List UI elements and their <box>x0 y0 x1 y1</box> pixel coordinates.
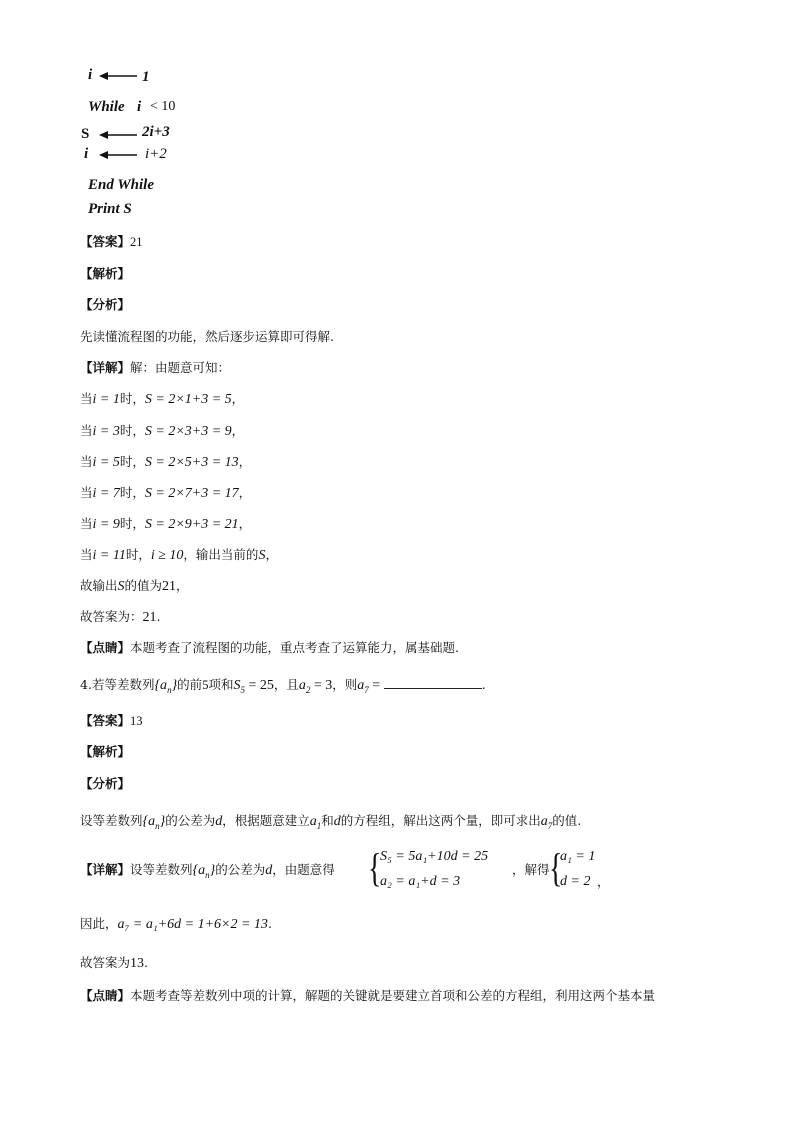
fenxi-text: 设等差数列 <box>80 813 143 828</box>
output-var: S <box>117 579 125 594</box>
question-text: ，则 <box>332 677 358 692</box>
code-end-while: End While <box>88 177 154 193</box>
left-arrow-icon <box>99 71 139 81</box>
step-condition: i = 1 <box>92 392 120 407</box>
step-prefix: 当 <box>80 485 93 500</box>
step-condition-2: i ≥ 10 <box>150 548 184 563</box>
final-text: 故答案为： <box>80 609 143 624</box>
code-while-cond: < 10 <box>150 99 176 114</box>
comment-text: 本题考查了流程图的功能，重点考查了运算能力，属基础题. <box>130 640 459 655</box>
a7: a <box>540 814 548 829</box>
var-d: d <box>333 814 341 829</box>
s5-val: = 25 <box>244 678 274 693</box>
q4-fenxi-text <box>80 813 581 834</box>
seq-close: } <box>159 814 166 829</box>
code-line3-val: 2i+3 <box>142 124 170 140</box>
s5-expr <box>233 678 273 693</box>
a2-expr <box>299 678 332 693</box>
step-end: ， <box>238 454 252 469</box>
q3-step-row-final <box>80 547 278 564</box>
question-text: 项和 <box>208 677 234 692</box>
question-number: 4. <box>80 677 92 692</box>
step-end: ， <box>238 516 252 531</box>
step-prefix: 当 <box>80 516 93 531</box>
q4-question <box>80 676 486 698</box>
s5-sub: 5 <box>240 684 245 695</box>
q3-answer-line <box>80 234 143 250</box>
a7-eq: = <box>368 678 384 693</box>
q3-fenxi-tag: 【分析】 <box>80 297 131 312</box>
step-end: ， <box>265 547 278 562</box>
seq-sub: n <box>167 684 172 695</box>
step-condition: i = 7 <box>92 486 120 501</box>
step-mid: 时， <box>119 391 145 406</box>
output-text: 故输出 <box>80 578 118 593</box>
system2-line2: d = 2 <box>560 874 591 889</box>
code-line1-var: i <box>88 67 93 83</box>
sequence-an <box>193 863 216 878</box>
final-value: 13 <box>130 956 145 971</box>
left-arrow-icon <box>99 130 139 140</box>
q3-step-row <box>80 516 251 533</box>
step-text: ，输出当前的 <box>183 547 259 562</box>
q3-step-row <box>80 454 251 471</box>
system2-line1: a₁ = 1 <box>560 849 596 864</box>
a7-sub: 7 <box>364 684 369 695</box>
var-a7 <box>541 814 553 829</box>
a2-sub: 2 <box>305 684 311 695</box>
q3-detail-line <box>80 360 230 376</box>
final-end: . <box>156 609 161 624</box>
q3-final-answer <box>80 609 161 626</box>
step-expression: S = 2×5+3 = 13 <box>144 455 239 470</box>
code-line3-var: S <box>81 126 90 142</box>
step-condition: i = 11 <box>92 548 126 563</box>
q4-fenxi-tag: 【分析】 <box>80 776 131 791</box>
code-line1-val: 1 <box>142 69 150 85</box>
detail-text: 设等差数列 <box>130 862 193 877</box>
step-prefix: 当 <box>80 423 93 438</box>
code-while-var: i <box>137 99 142 115</box>
code-while-keyword: While <box>88 99 125 115</box>
detail-text: ，解得 <box>512 862 550 877</box>
a7: a <box>357 678 365 693</box>
seq-sub: n <box>205 869 210 880</box>
var-d: d <box>215 814 223 829</box>
output-end: ， <box>176 578 189 593</box>
step-condition: i = 5 <box>92 455 120 470</box>
answer-value: 21 <box>130 235 143 249</box>
system1-line1: S₅ = 5a₁+10d = 25 <box>380 849 489 864</box>
step-expression: S = 2×1+3 = 5 <box>144 392 232 407</box>
var-d: d <box>265 863 273 878</box>
q4-therefore <box>80 916 272 933</box>
q4-comment <box>80 988 655 1004</box>
detail-text: 解：由题意可知： <box>130 360 231 375</box>
answer-tag: 【答案】 <box>80 713 131 728</box>
a1: a <box>309 814 317 829</box>
output-value: 21 <box>162 579 177 594</box>
step-var-s: S <box>258 548 266 563</box>
step-end: ， <box>231 423 245 438</box>
sequence-an <box>143 814 166 829</box>
comment-tag: 【点睛】 <box>80 988 131 1003</box>
left-brace-icon: { <box>368 845 382 890</box>
q4-analysis-tag: 【解析】 <box>80 744 131 759</box>
detail-end: ， <box>597 874 610 889</box>
step-mid: 时， <box>119 485 145 500</box>
q3-output-line <box>80 578 189 595</box>
step-mid: 时， <box>119 516 145 531</box>
question-text: 的前 <box>177 677 203 692</box>
seq-open: {a <box>154 678 168 693</box>
question-text: ，且 <box>273 677 299 692</box>
output-text-2: 的值为 <box>124 578 163 593</box>
q3-analysis-tag: 【解析】 <box>80 266 131 281</box>
step-expression: S = 2×3+3 = 9 <box>144 424 232 439</box>
a1-sub: 1 <box>316 820 322 831</box>
a7-sub: 7 <box>547 820 553 831</box>
answer-tag: 【答案】 <box>80 234 131 249</box>
seq-open: {a <box>192 863 206 878</box>
therefore-text: 因此， <box>80 916 118 931</box>
step-end: ， <box>231 391 245 406</box>
fenxi-text: ，根据题意建立 <box>222 813 310 828</box>
final-text: 故答案为 <box>80 955 131 970</box>
q3-step-row <box>80 423 244 440</box>
therefore-expression: a₇ = a₁+6d = 1+6×2 = 13 <box>117 917 268 932</box>
step-mid: 时， <box>125 547 151 562</box>
q4-answer-line <box>80 713 143 729</box>
answer-blank[interactable] <box>384 676 482 689</box>
step-mid: 时， <box>119 454 145 469</box>
a2: a <box>298 678 306 693</box>
final-value: 21 <box>142 610 157 625</box>
detail-tag: 【详解】 <box>80 360 131 375</box>
sequence-an <box>154 678 177 693</box>
answer-value: 13 <box>130 714 143 728</box>
q3-comment <box>80 640 459 656</box>
q3-step-row <box>80 391 244 408</box>
code-line4-var: i <box>84 146 89 162</box>
fenxi-text: 的公差为 <box>165 813 216 828</box>
question-end: . <box>481 677 486 692</box>
step-end: ， <box>238 485 252 500</box>
step-expression: S = 2×7+3 = 17 <box>144 486 239 501</box>
s5: S <box>233 678 241 693</box>
code-print: Print S <box>88 201 132 217</box>
step-condition: i = 3 <box>92 424 120 439</box>
fenxi-text: 的方程组，解出这两个量，即可求出 <box>340 813 541 828</box>
system1-line2: a₂ = a₁+d = 3 <box>380 874 461 889</box>
seq-close: } <box>209 863 216 878</box>
detail-text: ，由题意得 <box>272 862 335 877</box>
code-line4-val: i+2 <box>145 146 167 162</box>
left-brace-icon: { <box>549 845 563 890</box>
a7-expr <box>357 678 383 693</box>
fenxi-text: 和 <box>321 813 334 828</box>
comment-text: 本题考查等差数列中项的计算，解题的关键就是要建立首项和公差的方程组，利用这两个基本量 <box>130 988 656 1003</box>
step-prefix: 当 <box>80 454 93 469</box>
question-number-five: 5 <box>202 678 209 692</box>
question-text: 若等差数列 <box>91 677 155 692</box>
detail-text: 的公差为 <box>215 862 266 877</box>
fenxi-text: 的值. <box>552 813 582 828</box>
q4-final-answer <box>80 955 148 972</box>
therefore-end: . <box>267 916 272 931</box>
seq-sub: n <box>155 820 160 831</box>
q3-fenxi-text: 先读懂流程图的功能，然后逐步运算即可得解. <box>80 329 334 344</box>
left-arrow-icon <box>99 150 139 160</box>
a2-val: = 3 <box>310 678 333 693</box>
seq-open: {a <box>142 814 156 829</box>
comment-tag: 【点睛】 <box>80 640 131 655</box>
step-prefix: 当 <box>80 547 93 562</box>
q4-detail-line <box>80 862 335 883</box>
q3-step-row <box>80 485 251 502</box>
step-condition: i = 9 <box>92 517 120 532</box>
step-expression: S = 2×9+3 = 21 <box>144 517 239 532</box>
detail-tag: 【详解】 <box>80 862 131 877</box>
seq-close: } <box>171 678 178 693</box>
final-end: . <box>144 955 148 970</box>
step-mid: 时， <box>119 423 145 438</box>
step-prefix: 当 <box>80 391 93 406</box>
var-a1 <box>310 814 322 829</box>
